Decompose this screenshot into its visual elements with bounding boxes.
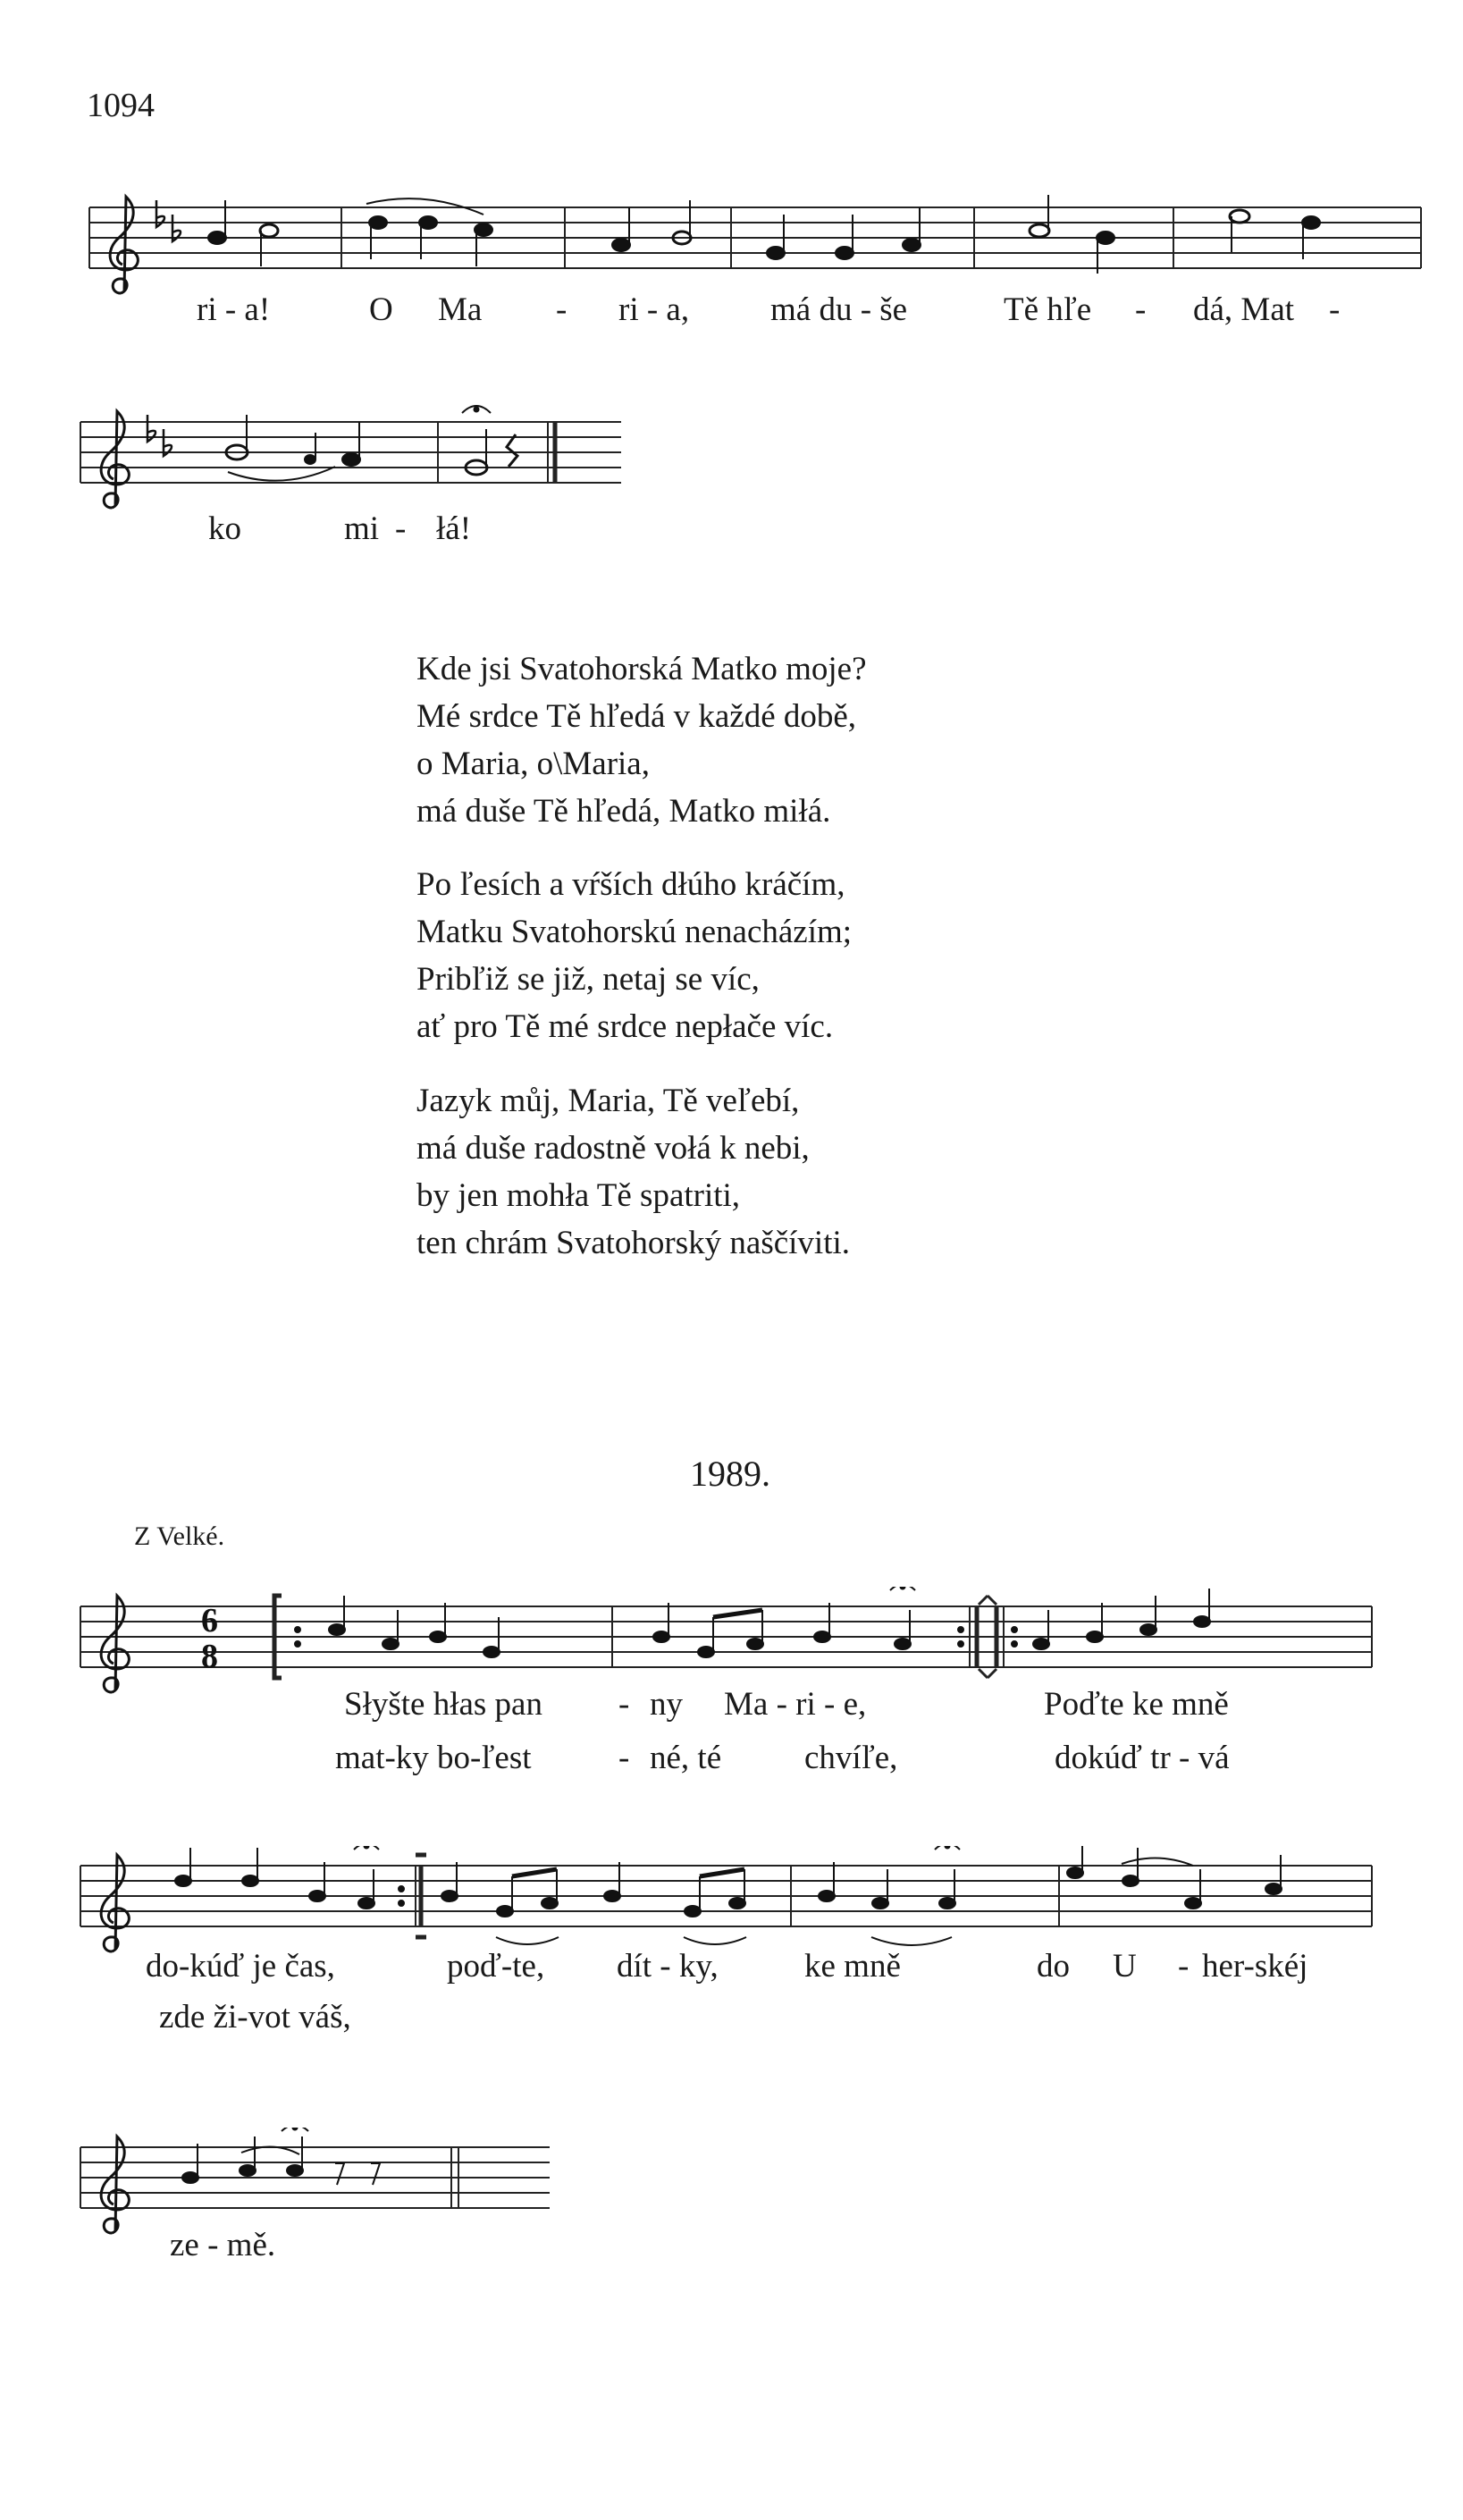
lyric-syllable: Tě hľe <box>1004 291 1092 328</box>
song-origin: Z Velké. <box>134 1521 225 1551</box>
lyric-syllable: Ma <box>438 291 483 328</box>
lyric-syllable: do <box>1037 1948 1070 1985</box>
lyric-syllable: - <box>618 1686 630 1723</box>
lyric-syllable: O <box>369 291 393 328</box>
page-number: 1094 <box>87 87 155 124</box>
lyric-syllable: mi <box>344 510 380 547</box>
lyric-syllable: ze - mě. <box>170 2227 276 2263</box>
stanza-line: ať pro Tě mé srdce nepłače víc. <box>416 1008 834 1045</box>
lyric-syllable: Ma - ri - e, <box>724 1686 867 1723</box>
lyric-syllable: né, té <box>650 1740 722 1776</box>
lyric-syllable: - <box>1135 291 1147 328</box>
lyric-syllable: - <box>395 510 407 547</box>
song-number: 1989. <box>690 1454 770 1494</box>
lyric-syllable: her-skéj <box>1202 1948 1308 1985</box>
stanza-line: ten chrám Svatohorský naščíviti. <box>416 1225 851 1261</box>
lyric-syllable: mat-ky bo-ľest <box>335 1740 532 1776</box>
stanza-line: Pribľiž se již, netaj se víc, <box>416 961 760 998</box>
stanza-line: Kde jsi Svatohorská Matko moje? <box>416 651 867 687</box>
stanza-line: by jen mohła Tě spatriti, <box>416 1177 741 1214</box>
stanza-line: má duše Tě hľedá, Matko miłá. <box>416 793 831 830</box>
lyric-syllable: łá! <box>436 510 472 547</box>
lyric-syllable: - <box>1178 1948 1190 1985</box>
lyric-syllable: dá, Mat <box>1193 291 1295 328</box>
lyric-syllable: ri - a! <box>197 291 271 328</box>
time-signature-top: 6 <box>201 1602 218 1639</box>
lyric-syllable: ko <box>208 510 241 547</box>
lyric-syllable: - <box>1329 291 1341 328</box>
stanza-line: Mé srdce Tě hľedá v každé době, <box>416 698 857 735</box>
lyric-syllable: - <box>556 291 568 328</box>
lyric-syllable: ke mně <box>804 1948 901 1985</box>
lyric-syllable: zde ži-vot váš, <box>159 1999 351 2035</box>
music-staff-song1-line2 <box>76 402 630 527</box>
stanza-3 <box>416 1077 850 1267</box>
stanza-line: o Maria, o\Maria, <box>416 746 650 782</box>
stanza-2 <box>416 861 852 1050</box>
stanza-line: Jazyk můj, Maria, Tě veľebí, <box>416 1083 800 1119</box>
lyric-syllable: ny <box>650 1686 683 1723</box>
lyric-syllable: do-kúď je čas, <box>146 1948 335 1985</box>
lyric-syllable: Poďte ke mně <box>1044 1686 1229 1723</box>
music-staff-song2-line3 <box>76 2128 559 2244</box>
lyric-syllable: - <box>618 1740 630 1776</box>
lyric-syllable: ri - a, <box>618 291 690 328</box>
stanza-line: má duše radostně vołá k nebi, <box>416 1130 810 1167</box>
lyric-syllable: chvíľe, <box>804 1740 898 1776</box>
lyric-syllable: U <box>1113 1948 1137 1985</box>
lyric-syllable: Słyšte hłas pan <box>344 1686 542 1723</box>
lyric-syllable: poď-te, <box>447 1948 545 1985</box>
lyric-syllable: má du - še <box>770 291 908 328</box>
lyric-syllable: dokúď tr - vá <box>1055 1740 1230 1776</box>
stanza-1 <box>416 645 867 835</box>
lyric-syllable: dít - ky, <box>617 1948 719 1985</box>
time-signature-bottom: 8 <box>201 1638 218 1675</box>
stanza-line: Matku Svatohorskú nenacházím; <box>416 914 853 950</box>
stanza-line: Po ľesích a vŕších dłúho kráčím, <box>416 866 845 903</box>
